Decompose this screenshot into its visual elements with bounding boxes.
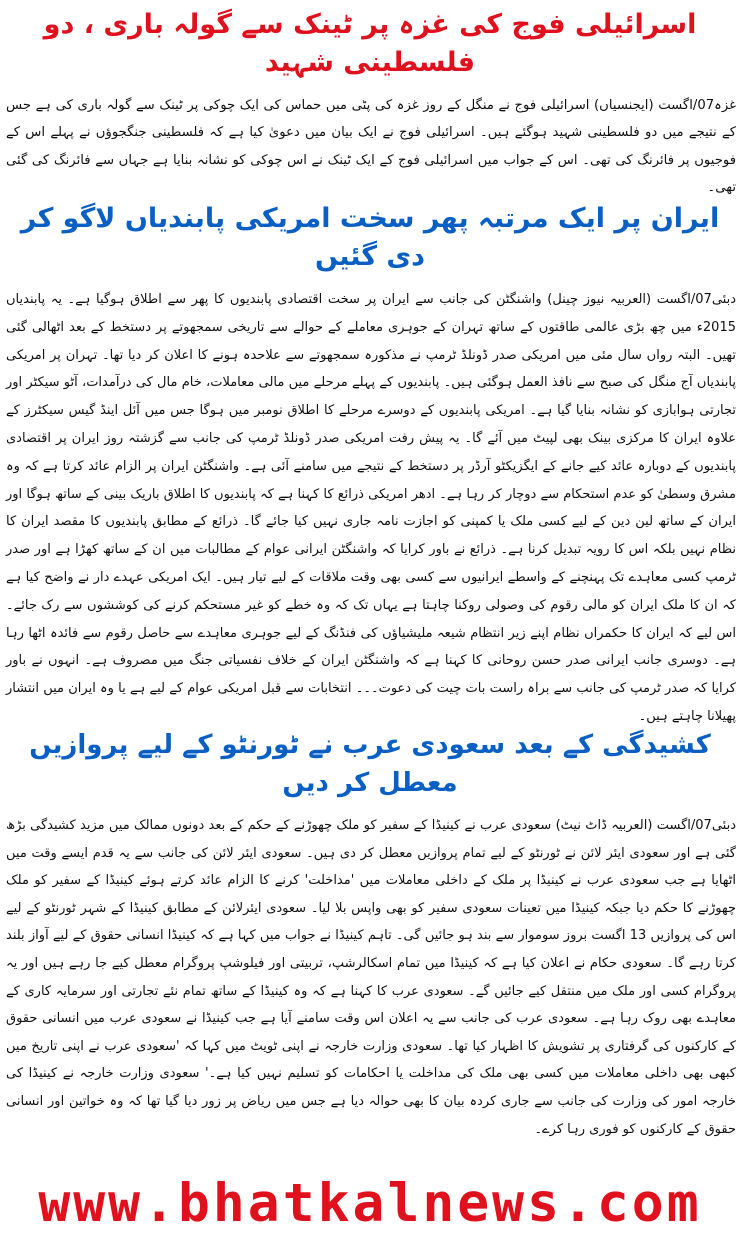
footer-banner	[0, 1166, 740, 1240]
site-url: www.bhatkalnews.com	[38, 1172, 702, 1234]
headline-saudi-canada: کشیدگی کے بعد سعودی عرب نے ٹورنٹو کے لیے پروازیں معطل کر دیں	[29, 730, 711, 798]
article-israel-gaza	[0, 6, 740, 201]
article-body-iran-sanctions: دبئی07/اگست (العربیہ نیوز چینل) واشنگٹن کی جانب سے ایران پر سخت اقتصادی پابندیوں کا پھر سے اطلاق ہوگیا ہے۔ یہ پابندیاں 2015ء میں چھ بڑی عالمی طاقتوں کے ساتھ تہران کے جوہری معاملے کے حوالے سے تاریخی سمجھوتے پر دستخط کے بعد اٹھالی گئی تھیں۔ البتہ رواں سال مئی میں امریکی صدر ڈونلڈ ٹرمپ نے مذکورہ سمجھوتے سے علاحدہ ہونے کا اعلان کر دیا تھا۔ تہران پر امریکی پابندیاں آج منگل کی صبح سے نافذ العمل ہوگئی ہیں۔ پابندیوں کے پہلے مرحلے میں مالی معاملات، خام مال کی درآمدات، آٹو سیکٹر اور تجارتی ہوابازی کو نشانہ بنایا گیا ہے۔ امریکی پابندیوں کے دوسرے مرحلے کا اطلاق نومبر میں ہوگا جس میں آئل اینڈ گیس سیکٹرز کے علاوہ ایران کا مرکزی بینک بھی لپیٹ میں آئے گا۔ یہ پیش رفت امریکی صدر ڈونلڈ ٹرمپ کی جانب سے گزشتہ روز ایران پر اقتصادی پابندیوں کے دوبارہ عائد کیے جانے کے ایگزیکٹو آرڈر پر دستخط کے نتیجے میں سامنے آئی ہے۔ واشنگٹن ایران پر الزام عائد کرتا ہے کہ وہ مشرق وسطیٰ کو عدم استحکام سے دوچار کر رہا ہے۔ ادھر امریکی ذرائع کا کہنا ہے کہ پابندیوں کا اطلاق باریک بینی کے ساتھ ہوگا اور ایران کے ساتھ لین دین کے لیے کسی ملک یا کمپنی کو اجازت نامہ جاری نہیں کیا جائے گا۔ ذرائع کے مطابق پابندیوں کا مقصد ایران کا نظام نہیں بلکہ اس کا رویہ تبدیل کرنا ہے۔ ذرائع نے باور کرایا کہ واشنگٹن ایرانی عوام کے مطالبات میں ان کے ساتھ کھڑا ہے اور صدر ٹرمپ کسی معاہدے تک پہنچنے کے واسطے ایرانیوں سے کسی بھی وقت ملاقات کے لیے تیار ہیں۔ ایک امریکی عہدے دار نے واضح کیا ہے کہ ان کا ملک ایران کو مالی رقوم کی وصولی روکنا چاہتا ہے یہاں تک کہ وہ خطے کو غیر مستحکم کرنے کی کوششوں سے رک جائے۔ اس لیے کہ ایران کا حکمراں نظام اپنے زیر انتظام شیعہ ملیشیاؤں کی فنڈنگ کے لیے جوہری معاہدے سے حاصل رقوم سے فائدہ اٹھا رہا ہے۔ دوسری جانب ایرانی صدر حسن روحانی کا کہنا ہے کہ واشنگٹن ایران کے خلاف نفسیاتی جنگ میں مصروف ہے۔ انہوں نے باور کرایا کہ صدر ٹرمپ کی جانب سے براہ راست بات چیت کی دعوت۔۔۔ انتخابات سے قبل امریکی عوام کے لیے ہے یا وہ ایران میں انتشار پھیلانا چاہتے ہیں۔	[6, 292, 736, 724]
article-saudi-canada	[0, 726, 740, 1143]
article-iran-sanctions	[0, 200, 740, 731]
headline-israel-gaza: اسرائیلی فوج کی غزہ پر ٹینک سے گولہ باری ، دو فلسطینی شہید	[43, 9, 697, 78]
headline-iran-sanctions: ایران پر ایک مرتبہ پھر سخت امریکی پابندیاں لاگو کر دی گئیں	[20, 203, 720, 272]
article-body-israel-gaza: غزہ07/اگست (ایجنسیاں) اسرائیلی فوج نے منگل کے روز غزہ کی پٹی میں حماس کی ایک چوکی پر ٹینک سے گولہ باری کی ہے جس کے نتیجے میں دو فلسطینی شہید ہوگئے ہیں۔ اسرائیلی فوج نے ایک بیان میں دعویٰ کیا ہے کہ فلسطینی جنگجوؤں نے پہلے اس کے فوجیوں پر فائرنگ کی تھی۔ اس کے جواب میں اسرائیلی فوج کے ایک ٹینک نے اس چوکی کو نشانہ بنایا ہے جہاں سے فائرنگ کی گئی تھی۔	[6, 98, 736, 195]
article-body-saudi-canada: دبئی07/اگست (العربیہ ڈاٹ نیٹ) سعودی عرب نے کینیڈا کے سفیر کو ملک چھوڑنے کے حکم کے بعد دونوں ممالک میں مزید کشیدگی بڑھ گئی ہے اور سعودی ایئر لائن نے ٹورنٹو کے لیے تمام پروازیں معطل کر دی ہیں۔ سعودی ایئر لائن کی جانب سے یہ قدم ایسے وقت میں اٹھایا ہے جب سعودی عرب نے کینیڈا پر ملک کے داخلی معاملات میں 'مداخلت' کرنے کا الزام عائد کرتے ہوئے کینیڈا کے سفیر کو ملک چھوڑنے کا حکم دیا جبکہ کینیڈا میں تعینات سعودی سفیر کو بھی واپس بلا لیا۔ سعودی ایئرلائن کے مطابق کینیڈا کے شہر ٹورنٹو کے لیے اس کی پروازیں 13 اگست بروز سوموار سے بند ہو جائیں گی۔ تاہم کینیڈا نے جواب میں کہا ہے کہ کینیڈا انسانی حقوق کے لیے آواز بلند کرتا رہے گا۔ سعودی حکام نے اعلان کیا ہے کہ کینیڈا میں تمام اسکالرشپ، تربیتی اور فیلوشپ پروگرام معطل کیے جا رہے ہیں اور یہ پروگرام کسی اور ملک میں منتقل کیے جائیں گے۔ سعودی عرب کا کہنا ہے کہ وہ کینیڈا کے ساتھ تمام نئے تجارتی اور سرمایہ کاری کے معاہدے بھی روک رہا ہے۔ سعودی عرب کی جانب سے یہ اعلان اس وقت سامنے آیا ہے جب کینیڈا نے سعودی عرب میں انسانی حقوق کے کارکنوں کی گرفتاری پر تشویش کا اظہار کیا تھا۔ سعودی وزارت خارجہ نے اپنی ٹویٹ میں کہا کہ 'سعودی عرب نے اپنی تاریخ میں کبھی بھی داخلی معاملات میں کسی بھی ملک کی مداخلت یا احکامات کو تسلیم نہیں کیا ہے۔' سعودی وزارت خارجہ نے کینیڈا کی خارجہ امور کی وزارت کی جانب سے جاری کردہ بیان کا بھی حوالہ دیا ہے جس میں ریاض پر زور دیا گیا تھا کہ وہ خواتین اور انسانی حقوق کے کارکنوں کو فوری رہا کرے۔	[6, 818, 737, 1137]
